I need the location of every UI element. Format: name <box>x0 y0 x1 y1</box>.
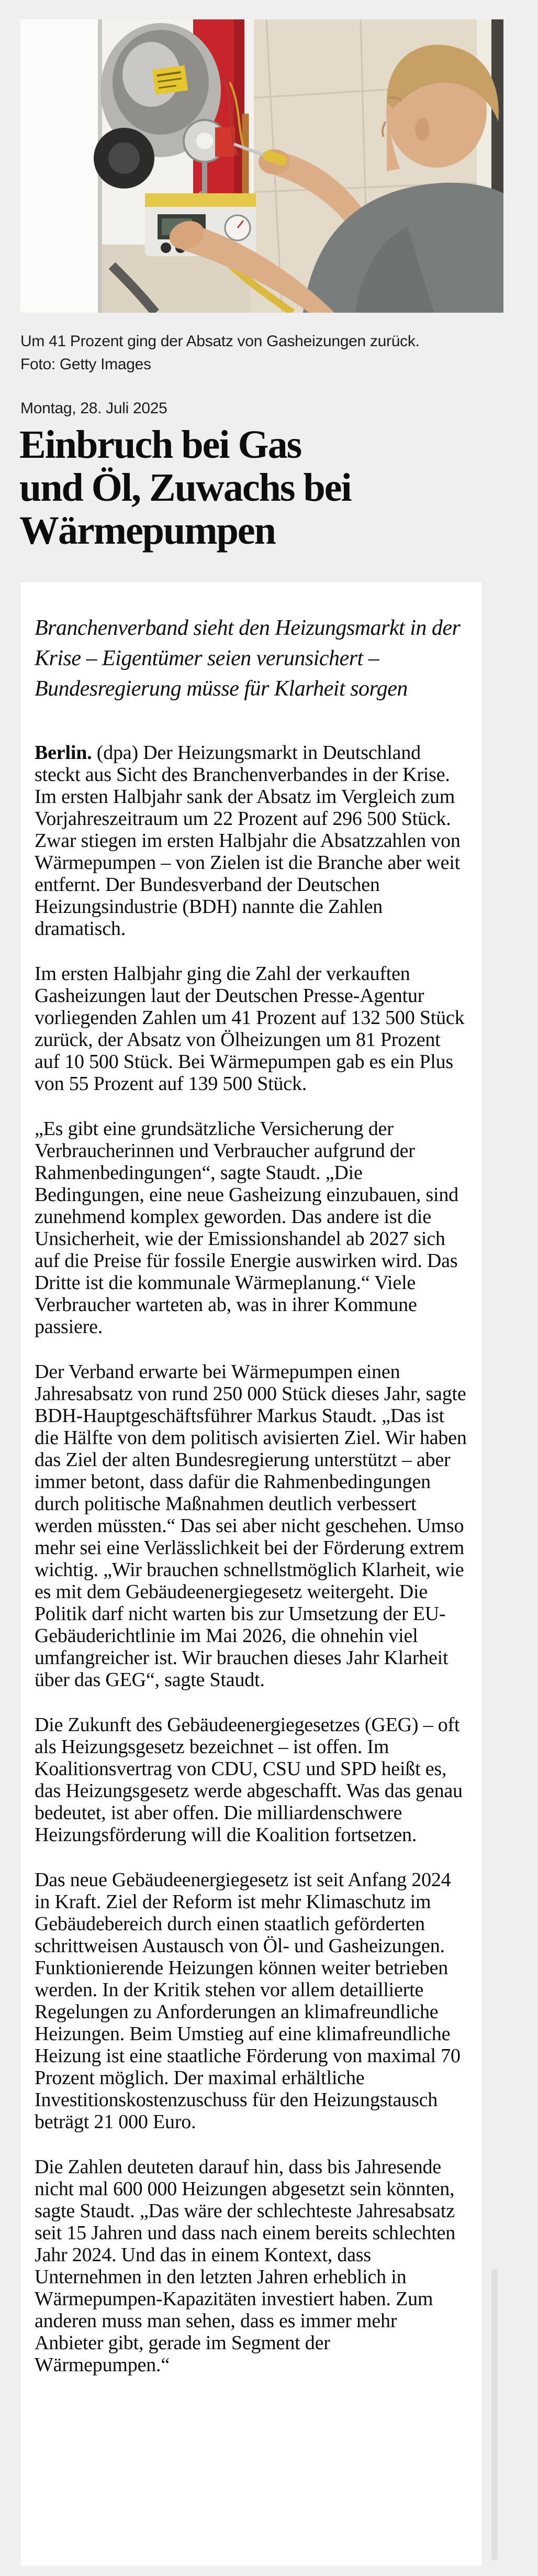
article-lead: Branchenverband sieht den Heizungsmarkt in der Krise – Eigentümer seien verunsichert – Bundesregierung müsse für Klarheit sorgen <box>35 616 461 701</box>
article-headline <box>19 423 522 552</box>
article-card <box>21 582 481 2566</box>
article-paragraph: Das neue Gebäudeenergiegesetz ist seit Anfang 2024 in Kraft. Ziel der Reform ist mehr Klimaschutz im Gebäudebereich durch einen staatlich geförderten schrittweisen Austausch von Öl- und Gasheizungen. Funktionierende Heizungen können weiter betrieben werden. In der Kritik stehen vor allem detaillierte Regelungen zu Anforderungen an klimafreundliche Heizungen. Beim Umstieg auf eine klimafreundliche Heizung ist eine staatliche Förderung von maximal 70 Prozent möglich. Der maximal erhältliche Investitionskostenzuschuss für den Heizungstausch beträgt 21 000 Euro. <box>35 1869 461 2133</box>
article-body <box>35 742 468 2376</box>
headline-line-3: Wärmepumpen <box>19 509 275 553</box>
article-photo-illustration <box>20 19 503 313</box>
article-paragraph: „Es gibt eine grundsätzliche Versicherung der Verbraucherinnen und Verbraucher aufgrund der Rahmenbedingungen“, sagte Staudt. „Die Bedingungen, eine neue Gasheizung einzubauen, sind zunehmend komplex geworden. Das andere ist die Unsicherheit, wie der Emissionshandel ab 2027 sich auf die Preise für fossile Energie auswirken wird. Das Dritte ist die kommunale Wärmeplanung.“ Viele Verbraucher warteten ab, was in ihrer Kommune passiere. <box>35 1118 458 1338</box>
article-paragraph <box>35 742 468 940</box>
paragraph-text: (dpa) Der Heizungsmarkt in Deutschland steckt aus Sicht des Branchenverbandes in der Krise. Im ersten Halbjahr sank der Absatz im Vergleich zum Vorjahreszeitraum um 22 Prozent auf 296 500 Stück. Zwar stiegen im ersten Halbjahr die Absatzzahlen von Wärmepumpen – von Zielen ist die Branche aber weit entfernt. Der Bundesverband der Deutschen Heizungsindustrie (BDH) nannte die Zahlen dramatisch. <box>35 742 461 940</box>
dateline: Berlin. <box>35 742 92 764</box>
article-paragraph: Der Verband erwarte bei Wärmepumpen einen Jahresabsatz von rund 250 000 Stück dieses Jahr, sagte BDH-Hauptgeschäftsführer Markus Staudt. „Das ist die Hälfte von dem politisch avisierten Ziel. Wir haben das Ziel der alten Bundesregierung unterstützt – aber immer betont, dass dafür die Rahmenbedingungen durch politische Maßnahmen deutlich verbessert werden müssten.“ Das sei aber nicht geschehen. Umso mehr sei eine Verlässlichkeit bei der Förderung extrem wichtig. „Wir brauchen schnellstmöglich Klarheit, wie es mit dem Gebäudeenergiegesetz weitergeht. Die Politik darf nicht warten bis zur Umsetzung der EU-Gebäuderichtlinie im Mai 2026, die ohnehin viel umfangreicher ist. Wir brauchen dieses Jahr Klarheit über das GEG“, sagte Staudt. <box>35 1361 467 1691</box>
article-paragraph: Die Zahlen deuteten darauf hin, dass bis Jahresende nicht mal 600 000 Heizungen abgesetzt sein könnten, sagte Staudt. „Das wäre der schlechteste Jahresabsatz seit 15 Jahren und dass nach einem bereits schlechten Jahr 2024. Und das in einem Kontext, dass Unternehmen in den letzten Jahren erheblich in Wärmepumpen-Kapazitäten investiert haben. Zum anderen muss man sehen, dass es immer mehr Anbieter gibt, gerade im Segment der Wärmepumpen.“ <box>35 2156 456 2376</box>
scrollbar-thumb[interactable] <box>491 2269 498 2561</box>
headline-line-1: Einbruch bei Gas <box>19 423 301 467</box>
headline-line-2: und Öl, Zuwachs bei <box>19 466 351 510</box>
article-paragraph: Die Zukunft des Gebäudeenergiegesetzes (GEG) – oft als Heizungsgesetz bezeichnet – ist offen. Im Koalitionsvertrag von CDU, CSU und SPD heißt es, das Heizungsgesetz werde abgeschafft. Was das genau bedeutet, ist aber offen. Die milliardenschwere Heizungsförderung will die Koalition fortsetzen. <box>35 1714 463 1846</box>
photo-caption-text: Um 41 Prozent ging der Absatz von Gasheizungen zurück. <box>20 333 420 350</box>
article-photo <box>20 19 503 313</box>
article-paragraph: Im ersten Halbjahr ging die Zahl der verkauften Gasheizungen laut der Deutschen Presse-Agentur vorliegenden Zahlen um 41 Prozent auf 132 500 Stück zurück, der Absatz von Ölheizungen um 81 Prozent auf 10 500 Stück. Bei Wärmepumpen gab es ein Plus von 55 Prozent auf 139 500 Stück. <box>35 963 465 1095</box>
publish-date: Montag, 28. Juli 2025 <box>20 400 167 417</box>
photo-caption <box>20 330 491 376</box>
photo-credit: Foto: Getty Images <box>20 356 151 373</box>
